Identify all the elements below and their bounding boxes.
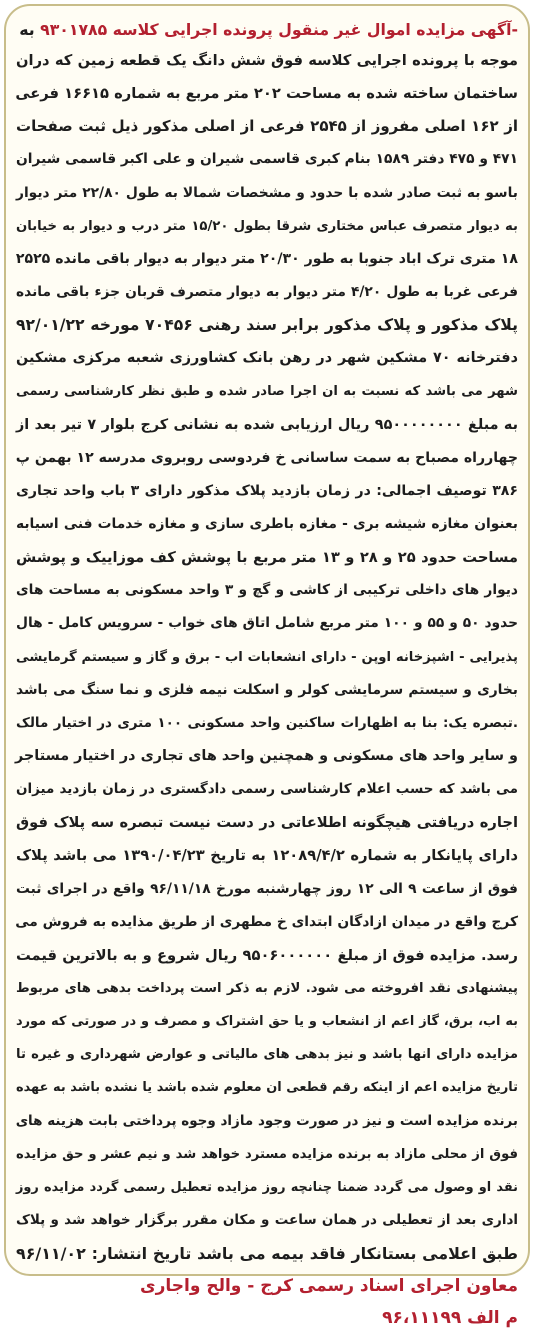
- body-line: طبق اعلامی بستانکار فاقد بیمه می باشد تاریخ انتشار: ۹۶/۱۱/۰۲: [16, 1244, 518, 1264]
- body-line: ۴۷۱ و ۴۷۵ دفتر ۱۵۸۹ بنام کبری قاسمی شیران و علی اکبر قاسمی شیران: [16, 151, 518, 168]
- body-line: دفترخانه ۷۰ مشکین شهر در رهن بانک کشاورزی شعبه مرکزی مشکین: [16, 350, 518, 367]
- notice-signature: معاون اجرای اسناد رسمی کرج - والح واجاری: [140, 1276, 518, 1297]
- body-line: به مبلغ ۹۵۰۰۰۰۰۰۰۰ ریال ارزیابی شده به نشانی کرج بلوار ۷ تیر بعد از: [16, 416, 518, 433]
- body-line: اجاره دریافتی هیچگونه اطلاعاتی در دست نیست تبصره سه پلاک فوق: [16, 814, 518, 832]
- body-line: پلاک مذکور و پلاک مذکور برابر سند رهنی ۷۰۴۵۶ مورخه ۹۲/۰۱/۲۲: [16, 316, 518, 335]
- body-line: کرج واقع در میدان ازادگان ابتدای خ مطهری از طریق مذایده به فروش می: [15, 913, 518, 930]
- body-line: .تبصره یک: بنا به اظهارات ساکنین واحد مسکونی ۱۰۰ متری در اختیار مالک: [16, 714, 518, 731]
- body-line: ۳۸۶ توصیف اجمالی: در زمان بازدید پلاک مذکور دارای ۳ باب واحد تجاری: [16, 482, 518, 499]
- body-line: ساختمان ساخته شده به مساحت ۲۰۲ متر مربع به شماره ۱۶۶۱۵ فرعی: [15, 85, 518, 103]
- notice-title: -آگهی مزایده اموال غیر منقول پرونده اجرایی کلاسه ۹۳۰۱۷۸۵: [40, 20, 518, 39]
- body-line: فوق از محلی مازاد به برنده مزایده مسترد خواهد شد و نیم عشر و حق مزایده: [16, 1146, 518, 1162]
- body-line: دیوار های داخلی ترکیبی از کاشی و گچ و ۳ واحد مسکونی به مساحت های: [16, 582, 518, 599]
- body-line: مزایده دارای انها باشد و نیز بدهی های مالیاتی و عوارض شهرداری و غیره تا: [16, 1047, 518, 1063]
- body-line: بخاری و سیستم سرمایشی کولر و اسکلت نیمه فلزی و نما سنگ می باشد: [16, 681, 518, 698]
- body-line: باسو به ثبت صادر شده با حدود و مشخصات شمالا به طول ۲۲/۸۰ متر دیوار: [16, 184, 518, 201]
- body-line: چهارراه مصباح به سمت ساسانی خ فردوسی روبروی مدرسه ۱۲ بهمن پ: [15, 449, 518, 466]
- body-line: از ۱۶۲ اصلی مفروز از ۲۵۴۵ فرعی از اصلی مذکور ذیل ثبت صفحات: [16, 117, 518, 136]
- body-line: شهر می باشد که نسبت به ان اجرا صادر شده و طبق نظر کارشناسی رسمی: [16, 384, 518, 400]
- body-line: نقد او وصول می گردد ضمنا چنانچه روز مزایده تعطیل رسمی گردد مزایده روز: [16, 1179, 518, 1195]
- body-line: به اب، برق، گاز اعم از انشعاب و یا حق اشتراک و مصرف و در صورتی که مورد: [16, 1014, 518, 1030]
- notice-title-suffix: به: [19, 20, 35, 39]
- body-line: بعنوان مغازه شیشه بری - مغازه باطری سازی و مغازه خدمات فنی اسیابه: [16, 515, 518, 532]
- body-line: مساحت حدود ۲۵ و ۲۸ و ۱۳ متر مربع با پوشش کف موزاییک و پوشش: [16, 549, 518, 567]
- body-line: فرعی غربا به طول ۴/۲۰ متر دیوار به دیوار متصرف قربان جزء باقی مانده: [16, 283, 518, 300]
- body-line: اداری بعد از تعطیلی در همان ساعت و مکان مقرر برگزار خواهد شد و پلاک: [16, 1211, 518, 1228]
- auction-notice: [4, 4, 530, 1329]
- body-line: رسد. مزایده فوق از مبلغ ۹۵۰۶۰۰۰۰۰۰ ریال شروع و به بالاترین قیمت: [16, 946, 519, 964]
- notice-body: [16, 44, 518, 1270]
- body-line: دارای پایانکار به شماره ۱۲۰۸۹/۴/۲ به تاریخ ۱۳۹۰/۰۴/۲۳ می باشد پلاک: [16, 847, 519, 865]
- body-line: فوق از ساعت ۹ الی ۱۲ روز چهارشنبه مورخ ۹۶/۱۱/۱۸ واقع در اجرای ثبت: [16, 880, 518, 897]
- body-line: پیشنهادی نقد افروخته می شود. لازم به ذکر است پرداخت بدهی های مربوط: [16, 980, 518, 996]
- body-line: حدود ۵۰ و ۵۵ و ۱۰۰ متر مربع شامل اتاق های خواب - سرویس کامل - هال: [16, 615, 519, 632]
- body-line: و سایر واحد های مسکونی و همچنین واحد های تجاری در اختیار مستاجر: [14, 747, 518, 764]
- notice-reference-number: م الف ۹۶،۱۱۱۹۹: [382, 1308, 518, 1329]
- body-line: موجه با پرونده اجرایی کلاسه فوق شش دانگ یک قطعه زمین که دران: [16, 52, 518, 69]
- body-line: می باشد که حسب اعلام کارشناسی رسمی دادگستری در زمان بازدید میزان: [16, 781, 518, 798]
- notice-heading: [16, 16, 518, 44]
- body-line: ۱۸ متری ترک اباد جنوبا به طور ۲۰/۳۰ متر دیوار به دیوار باقی مانده ۲۵۲۵: [15, 250, 518, 267]
- body-line: تاریخ مزایده اعم از اینکه رقم قطعی ان معلوم شده باشد یا نشده باشد به عهده: [16, 1080, 518, 1096]
- body-line: به دیوار متصرف عباس مختاری شرقا بطول ۱۵/۲۰ متر درب و دیوار به خیابان: [16, 218, 519, 234]
- body-line: برنده مزایده است و نیز در صورت وجود مازاد وجوه پرداختی بابت هزینه های: [15, 1112, 518, 1129]
- body-line: پذیرایی - اشپزخانه اوپن - دارای انشعابات اب - برق و گاز و سیستم گرمایشی: [16, 649, 518, 665]
